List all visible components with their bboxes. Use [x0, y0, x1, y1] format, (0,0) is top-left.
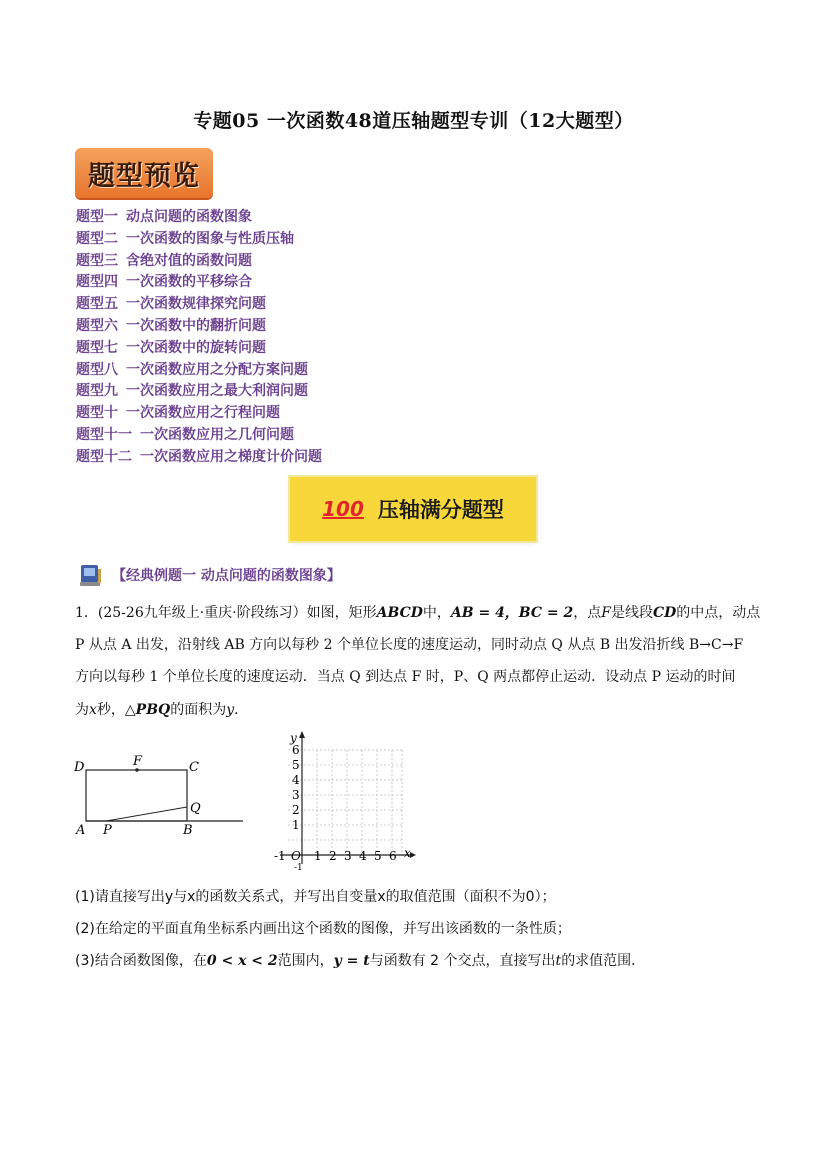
list-item[interactable]: 题型八 一次函数应用之分配方案问题 [76, 361, 308, 378]
hundred-icon: 100 [322, 497, 364, 521]
y-tick-3: 3 [292, 788, 300, 802]
y-tick-6: 6 [292, 743, 300, 757]
list-item[interactable]: 题型七 一次函数中的旋转问题 [76, 339, 266, 356]
x-tick-6: 6 [389, 849, 397, 863]
rectangle-abcd [86, 770, 187, 821]
list-item[interactable]: 题型十一 一次函数应用之几何问题 [76, 426, 294, 443]
x-axis-arrow-icon [410, 852, 416, 858]
list-item[interactable]: 题型十 一次函数应用之行程问题 [76, 405, 280, 422]
x-axis-label: x [404, 846, 411, 860]
full-score-badge [290, 477, 536, 541]
list-item[interactable]: 题型四 一次函数的平移综合 [76, 274, 252, 291]
example-heading [78, 563, 341, 587]
x-tick-2: 2 [329, 849, 337, 863]
label-f: F [133, 754, 143, 769]
example-heading-text: 【经典例题一 动点问题的函数图象】 [112, 568, 341, 584]
problem-line-1: 1．(25-26九年级上·重庆·阶段练习）如图，矩形ABCD中，AB = 4，BC = 2，点F是线段CD的中点，动点 [75, 605, 761, 621]
list-item[interactable]: 题型二 一次函数的图象与性质压轴 [76, 230, 294, 247]
problem-line-4: 为x秒，△PBQ的面积为y． [75, 702, 249, 718]
x-tick-neg1: -1 [274, 849, 286, 863]
y-tick-1: 1 [292, 818, 300, 832]
question-1: (1)请直接写出y与x的函数关系式，并写出自变量x的取值范围（面积不为0）； [75, 889, 556, 905]
label-b: B [183, 823, 193, 838]
preview-badge [75, 148, 213, 198]
x-tick-3: 3 [344, 849, 352, 863]
problem-line-3: 方向以每秒 1 个单位长度的速度运动．当点 Q 到达点 F 时，P、Q 两点都停止运动．设动点 P 运动的时间 [75, 669, 736, 685]
x-tick-5: 5 [374, 849, 382, 863]
y-tick-2: 2 [292, 803, 300, 817]
question-2: (2)在给定的平面直角坐标系内画出这个函数的图像，并写出该函数的一条性质； [75, 921, 571, 937]
list-item[interactable]: 题型六 一次函数中的翻折问题 [76, 317, 266, 334]
question-3: (3)结合函数图像，在0 < x < 2范围内，y = t与函数有 2 个交点，直接写出t的求值范围． [75, 953, 646, 969]
label-d: D [74, 760, 85, 775]
origin-label: O [291, 849, 301, 863]
grid-lines [288, 750, 402, 856]
y-axis-arrow-icon [299, 731, 305, 738]
rectangle-figure [70, 750, 250, 845]
label-c: C [189, 760, 199, 775]
y-tick-5: 5 [292, 758, 300, 772]
coordinate-grid [270, 728, 420, 870]
preview-badge-label: 题型预览 [88, 160, 200, 192]
list-item[interactable]: 题型一 动点问题的函数图象 [76, 209, 252, 225]
label-p: P [103, 823, 112, 838]
y-axis-label: y [290, 731, 297, 745]
list-item[interactable]: 题型九 一次函数应用之最大利润问题 [76, 383, 308, 400]
list-item[interactable]: 题型五 一次函数规律探究问题 [76, 296, 266, 313]
full-score-label: 压轴满分题型 [377, 498, 504, 522]
page-title: 专题05 一次函数48道压轴题型专训（12大题型） [193, 110, 634, 132]
x-tick-4: 4 [359, 849, 367, 863]
list-item[interactable]: 题型十二 一次函数应用之梯度计价问题 [76, 448, 322, 465]
book-icon [78, 563, 104, 587]
topic-list [76, 207, 322, 469]
problem-line-2: P 从点 A 出发，沿射线 AB 方向以每秒 2 个单位长度的速度运动，同时动点 Q 从点 B 出发沿折线 B→C→F [75, 637, 744, 653]
label-a: A [76, 823, 86, 838]
x-tick-1: 1 [314, 849, 322, 863]
label-q: Q [190, 801, 201, 816]
segment-pq [106, 807, 187, 821]
list-item[interactable]: 题型三 含绝对值的函数问题 [76, 252, 252, 269]
y-tick-neg1: -1 [294, 863, 303, 870]
y-tick-4: 4 [292, 773, 300, 787]
